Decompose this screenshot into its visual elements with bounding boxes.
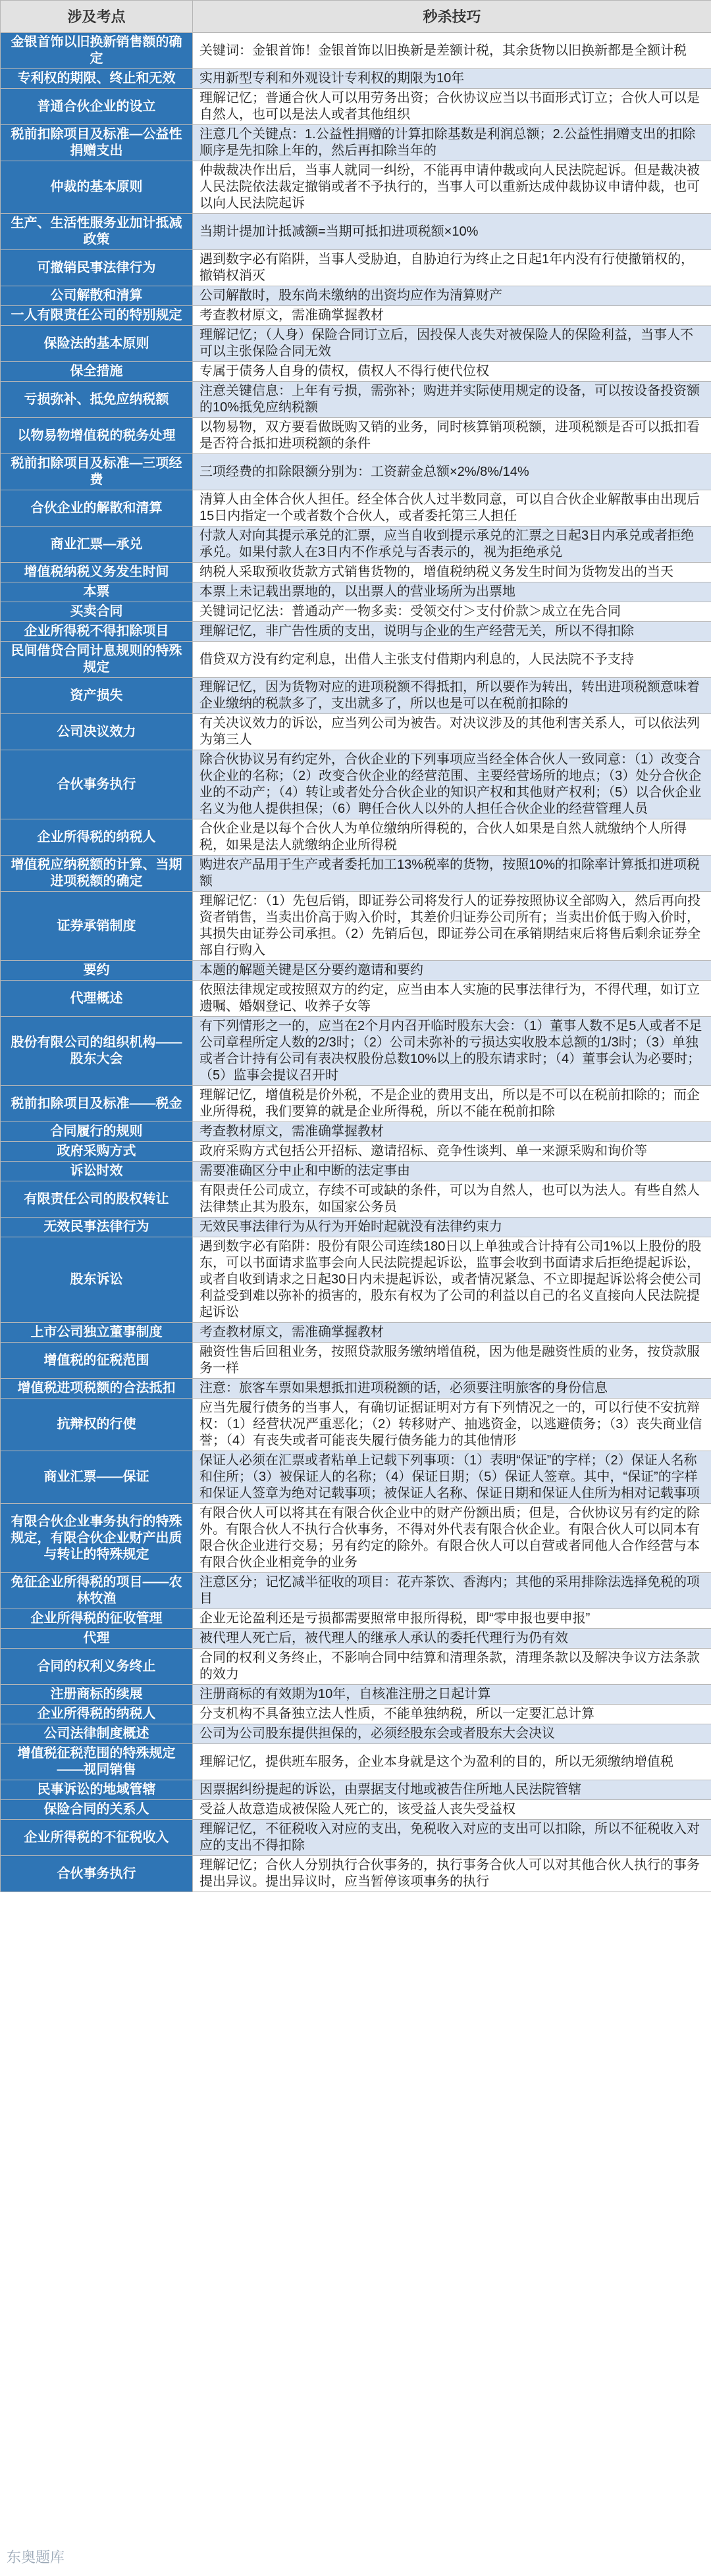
tip-cell: 注意几个关键点：1.公益性捐赠的计算扣除基数是利润总额；2.公益性捐赠支出的扣除顺序是先扣除上年的，然后再扣除当年的 (193, 125, 711, 161)
topic-cell: 增值税纳税义务发生时间 (1, 563, 193, 582)
tip-cell: 理解记忆，不征税收入对应的支出，免税收入对应的支出可以扣除，所以不征税收入对应的支出不得扣除 (193, 1820, 711, 1856)
tip-cell: 依照法律规定或按照双方的约定，应当由本人实施的民事法律行为，不得代理，如订立遗嘱、婚姻登记、收养子女等 (193, 981, 711, 1017)
table-row (1, 1685, 711, 1705)
topic-cell: 普通合伙企业的设立 (1, 89, 193, 125)
table-row (1, 1649, 711, 1685)
topic-cell: 商业汇票——保证 (1, 1451, 193, 1504)
tip-cell: 有限合伙人可以将其在有限合伙企业中的财产份额出质；但是，合伙协议另有约定的除外。有限合伙人不执行合伙事务，不得对外代表有限合伙企业。有限合伙人可以同本有限合伙企业进行交易；另有约定的除外。有限合伙人可以自营或者同他人合作经营与本有限合伙企业相竞争的业务 (193, 1504, 711, 1573)
tip-cell: 注意区分；记忆减半征收的项目：花卉茶饮、香海内；其他的采用排除法选择免税的项目 (193, 1573, 711, 1609)
tip-cell: 购进农产品用于生产或者委托加工13%税率的货物，按照10%的扣除率计算抵扣进项税额 (193, 856, 711, 892)
tip-cell: 关键词：金银首饰！金银首饰以旧换新是差额计税，其余货物以旧换新都是全额计税 (193, 33, 711, 69)
tip-cell: 应当先履行债务的当事人，有确切证据证明对方有下列情况之一的，可以行使不安抗辩权：（1）经营状况严重恶化；（2）转移财产、抽逃资金，以逃避债务；（3）丧失商业信誉；（4）有丧失或者可能丧失履行债务能力的其他情形 (193, 1399, 711, 1451)
table-row (1, 69, 711, 89)
table-row (1, 1017, 711, 1086)
table-row (1, 1218, 711, 1237)
table-row (1, 678, 711, 714)
topic-cell: 保险合同的关系人 (1, 1800, 193, 1820)
table-row (1, 1856, 711, 1892)
tip-cell: 合伙企业是以每个合伙人为单位缴纳所得税的，合伙人如果是自然人就缴纳个人所得税，如果是法人就缴纳企业所得税 (193, 819, 711, 856)
tip-cell: 考查教材原文，需准确掌握教材 (193, 1122, 711, 1142)
tip-cell: 仲裁裁决作出后，当事人就同一纠纷，不能再申请仲裁或向人民法院起诉。但是裁决被人民法院依法裁定撤销或者不予执行的，当事人可以重新达成仲裁协议申请仲裁，也可以向人民法院起诉 (193, 161, 711, 214)
topic-cell: 诉讼时效 (1, 1162, 193, 1181)
topic-cell: 上市公司独立董事制度 (1, 1323, 193, 1343)
table-row (1, 750, 711, 819)
tip-cell: 融资性售后回租业务，按照贷款服务缴纳增值税，因为他是融资性质的业务，按贷款服务一样 (193, 1343, 711, 1379)
table-row (1, 326, 711, 362)
watermark-logo: 东奥题库 (7, 2549, 65, 2565)
table-body (1, 33, 711, 1892)
topic-cell: 公司决议效力 (1, 714, 193, 750)
topic-cell: 抗辩权的行使 (1, 1399, 193, 1451)
topic-cell: 资产损失 (1, 678, 193, 714)
table-row (1, 856, 711, 892)
table-row (1, 1323, 711, 1343)
topic-cell: 买卖合同 (1, 602, 193, 622)
table-row (1, 490, 711, 527)
tip-cell: 付款人对向其提示承兑的汇票，应当自收到提示承兑的汇票之日起3日内承兑或者拒绝承兑。如果付款人在3日内不作承兑与否表示的，视为拒绝承兑 (193, 527, 711, 563)
table-row (1, 214, 711, 250)
table-row (1, 1451, 711, 1504)
table-row (1, 1142, 711, 1162)
tip-cell: 受益人故意造成被保险人死亡的，该受益人丧失受益权 (193, 1800, 711, 1820)
topic-cell: 税前扣除项目及标准—三项经费 (1, 454, 193, 490)
tip-cell: 本票上未记载出票地的，以出票人的营业场所为出票地 (193, 582, 711, 602)
table-row (1, 1379, 711, 1399)
topic-cell: 合同的权利义务终止 (1, 1649, 193, 1685)
topic-cell: 企业所得税的征收管理 (1, 1609, 193, 1629)
tip-cell: 有限责任公司成立，存续不可或缺的条件，可以为自然人，也可以为法人。有些自然人法律禁止其为股东，如国家公务员 (193, 1181, 711, 1218)
tip-cell: 当期计提加计抵减额=当期可抵扣进项税额×10% (193, 214, 711, 250)
tip-cell: 公司为公司股东提供担保的，必须经股东会或者股东大会决议 (193, 1724, 711, 1744)
topic-cell: 企业所得税的不征税收入 (1, 1820, 193, 1856)
tip-cell: 理解记忆，增值税是价外税，不是企业的费用支出，所以是不可以在税前扣除的；而企业所得税，我们要算的就是企业所得税，所以不能在税前扣除 (193, 1086, 711, 1122)
topic-cell: 增值税进项税额的合法抵扣 (1, 1379, 193, 1399)
tip-cell: 关键词记忆法：普通动产一物多卖：受领交付＞支付价款＞成立在先合同 (193, 602, 711, 622)
table-row (1, 527, 711, 563)
table-row (1, 125, 711, 161)
tip-cell: 注意关键信息：上年有亏损，需弥补；购进并实际使用规定的设备，可以按设备投资额的10%抵免应纳税额 (193, 382, 711, 418)
table-row (1, 1399, 711, 1451)
topic-cell: 保险法的基本原则 (1, 326, 193, 362)
table-row (1, 454, 711, 490)
tip-cell: 有下列情形之一的，应当在2个月内召开临时股东大会：（1）董事人数不足5人或者不足公司章程所定人数的2/3时；（2）公司未弥补的亏损达实收股本总额的1/3时；（3）单独或者合计持有公司有表决权股份总数10%以上的股东请求时；（4）董事会认为必要时；（5）监事会提议召开时 (193, 1017, 711, 1086)
table-row (1, 1820, 711, 1856)
tip-cell: 注册商标的有效期为10年，自核准注册之日起计算 (193, 1685, 711, 1705)
table-row (1, 33, 711, 69)
topic-cell: 合伙事务执行 (1, 750, 193, 819)
topic-cell: 增值税应纳税额的计算、当期进项税额的确定 (1, 856, 193, 892)
topic-cell: 民事诉讼的地域管辖 (1, 1780, 193, 1800)
table-header-row (1, 1, 711, 33)
tip-cell: 理解记忆，提供班车服务，企业本身就是这个为盈利的目的，所以无须缴纳增值税 (193, 1744, 711, 1780)
table-row (1, 892, 711, 961)
topic-cell: 无效民事法律行为 (1, 1218, 193, 1237)
topic-cell: 证券承销制度 (1, 892, 193, 961)
table-row (1, 89, 711, 125)
topic-cell: 税前扣除项目及标准——税金 (1, 1086, 193, 1122)
topic-cell: 有限合伙企业事务执行的特殊规定，有限合伙企业财产出质与转让的特殊规定 (1, 1504, 193, 1573)
tip-cell: 本题的解题关键是区分要约邀请和要约 (193, 961, 711, 981)
tip-cell: 借贷双方没有约定利息，出借人主张支付借期内利息的，人民法院不予支持 (193, 642, 711, 678)
table-row (1, 714, 711, 750)
tip-cell: 纳税人采取预收货款方式销售货物的，增值税纳税义务发生时间为货物发出的当天 (193, 563, 711, 582)
table-row (1, 418, 711, 454)
topic-cell: 股东诉讼 (1, 1237, 193, 1323)
tip-cell: 以物易物，双方要看做既购又销的业务，同时核算销项税额，进项税额是否可以抵扣看是否符合抵扣进项税额的条件 (193, 418, 711, 454)
tip-cell: 考查教材原文，需准确掌握教材 (193, 1323, 711, 1343)
table-row (1, 161, 711, 214)
tip-cell: 有关决议效力的诉讼，应当列公司为被告。对决议涉及的其他利害关系人，可以依法列为第三人 (193, 714, 711, 750)
table-row (1, 1629, 711, 1649)
table-row (1, 642, 711, 678)
tip-cell: 因票据纠纷提起的诉讼，由票据支付地或被告住所地人民法院管辖 (193, 1780, 711, 1800)
tip-cell: 遇到数字必有陷阱，当事人受胁迫，自胁迫行为终止之日起1年内没有行使撤销权的，撤销权消灭 (193, 250, 711, 286)
tip-cell: 注意：旅客车票如果想抵扣进项税额的话，必须要注明旅客的身份信息 (193, 1379, 711, 1399)
topic-cell: 保全措施 (1, 362, 193, 382)
topic-cell: 有限责任公司的股权转让 (1, 1181, 193, 1218)
tip-cell: 遇到数字必有陷阱：股份有限公司连续180日以上单独或合计持有公司1%以上股份的股东，可以书面请求监事会向人民法院提起诉讼，监事会收到书面请求后拒绝提起诉讼，或者自收到请求之日起30日内未提起诉讼，或者情况紧急、不立即提起诉讼将会使公司利益受到难以弥补的损害的，股东有权为了公司的利益以自己的名义直接向人民法院提起诉讼 (193, 1237, 711, 1323)
topic-cell: 商业汇票—承兑 (1, 527, 193, 563)
topic-cell: 生产、生活性服务业加计抵减政策 (1, 214, 193, 250)
topic-cell: 增值税的征税范围 (1, 1343, 193, 1379)
tip-cell: 考查教材原文，需准确掌握教材 (193, 306, 711, 326)
topic-cell: 合伙企业的解散和清算 (1, 490, 193, 527)
topic-cell: 企业所得税的纳税人 (1, 819, 193, 856)
topic-cell: 合同履行的规则 (1, 1122, 193, 1142)
table-row (1, 819, 711, 856)
table-row (1, 1573, 711, 1609)
tip-cell: 理解记忆；合伙人分别执行合伙事务的，执行事务合伙人可以对其他合伙人执行的事务提出异议。提出异议时，应当暂停该项事务的执行 (193, 1856, 711, 1892)
topic-cell: 一人有限责任公司的特别规定 (1, 306, 193, 326)
table-row (1, 961, 711, 981)
topic-cell: 亏损弥补、抵免应纳税额 (1, 382, 193, 418)
topic-cell: 合伙事务执行 (1, 1856, 193, 1892)
tip-cell: 实用新型专利和外观设计专利权的期限为10年 (193, 69, 711, 89)
topic-cell: 仲裁的基本原则 (1, 161, 193, 214)
table-row (1, 1162, 711, 1181)
tip-cell: 保证人必须在汇票或者粘单上记载下列事项：（1）表明“保证”的字样；（2）保证人名称和住所；（3）被保证人的名称；（4）保证日期；（5）保证人签章。其中，“保证”的字样和保证人签章为绝对记载事项；被保证人名称、保证日期和保证人住所为相对记载事项 (193, 1451, 711, 1504)
topic-cell: 可撤销民事法律行为 (1, 250, 193, 286)
header-topic: 涉及考点 (1, 1, 193, 33)
table-row (1, 622, 711, 642)
topic-cell: 专利权的期限、终止和无效 (1, 69, 193, 89)
tip-cell: 被代理人死亡后，被代理人的继承人承认的委托代理行为仍有效 (193, 1629, 711, 1649)
tip-cell: 政府采购方式包括公开招标、邀请招标、竞争性谈判、单一来源采购和询价等 (193, 1142, 711, 1162)
table-row (1, 1504, 711, 1573)
topic-cell: 企业所得税的纳税人 (1, 1705, 193, 1724)
tip-cell: 企业无论盈利还是亏损都需要照常申报所得税，即“零申报也要申报” (193, 1609, 711, 1629)
tip-cell: 公司解散时，股东尚未缴纳的出资均应作为清算财产 (193, 286, 711, 306)
topic-cell: 公司解散和清算 (1, 286, 193, 306)
topic-cell: 增值税征税范围的特殊规定——视同销售 (1, 1744, 193, 1780)
table-row (1, 1705, 711, 1724)
table-row (1, 382, 711, 418)
topic-cell: 税前扣除项目及标准—公益性捐赠支出 (1, 125, 193, 161)
table-row (1, 1122, 711, 1142)
tip-cell: 分支机构不具备独立法人性质，不能单独纳税，所以一定要汇总计算 (193, 1705, 711, 1724)
topic-cell: 公司法律制度概述 (1, 1724, 193, 1744)
topic-cell: 本票 (1, 582, 193, 602)
tip-cell: 除合伙协议另有约定外，合伙企业的下列事项应当经全体合伙人一致同意：（1）改变合伙企业的名称；（2）改变合伙企业的经营范围、主要经营场所的地点；（3）处分合伙企业的不动产；（4）转让或者处分合伙企业的知识产权和其他财产权利；（5）以合伙企业名义为他人提供担保；（6）聘任合伙人以外的人担任合伙企业的经营管理人员 (193, 750, 711, 819)
tip-cell: 专属于债务人自身的债权，债权人不得行使代位权 (193, 362, 711, 382)
topic-cell: 政府采购方式 (1, 1142, 193, 1162)
topic-cell: 代理 (1, 1629, 193, 1649)
header-tips: 秒杀技巧 (193, 1, 711, 33)
topic-cell: 以物易物增值税的税务处理 (1, 418, 193, 454)
table-row (1, 250, 711, 286)
tip-cell: 理解记忆，因为货物对应的进项税额不得抵扣，所以要作为转出，转出进项税额意味着企业缴纳的税款多了，支出就多了，所以也是可以在税前扣除的 (193, 678, 711, 714)
tip-cell: 理解记忆；普通合伙人可以用劳务出资；合伙协议应当以书面形式订立；合伙人可以是自然人，也可以是法人或者其他组织 (193, 89, 711, 125)
table-row (1, 1343, 711, 1379)
topic-cell: 股份有限公司的组织机构——股东大会 (1, 1017, 193, 1086)
tip-cell: 三项经费的扣除限额分别为：工资薪金总额×2%/8%/14% (193, 454, 711, 490)
table-row (1, 981, 711, 1017)
tip-cell: 清算人由全体合伙人担任。经全体合伙人过半数同意，可以自合伙企业解散事由出现后15日内指定一个或者数个合伙人，或者委托第三人担任 (193, 490, 711, 527)
tip-cell: 理解记忆，非广告性质的支出，说明与企业的生产经营无关，所以不得扣除 (193, 622, 711, 642)
table-row (1, 306, 711, 326)
table-row (1, 582, 711, 602)
tip-cell: 理解记忆；（人身）保险合同订立后，因投保人丧失对被保险人的保险利益，当事人不可以主张保险合同无效 (193, 326, 711, 362)
topic-cell: 免征企业所得税的项目——农林牧渔 (1, 1573, 193, 1609)
table-row (1, 1744, 711, 1780)
table-row (1, 1724, 711, 1744)
topic-cell: 注册商标的续展 (1, 1685, 193, 1705)
table-row (1, 1181, 711, 1218)
table-row (1, 1609, 711, 1629)
table-row (1, 563, 711, 582)
table-row (1, 1086, 711, 1122)
table-row (1, 1780, 711, 1800)
topic-cell: 金银首饰以旧换新销售额的确定 (1, 33, 193, 69)
tip-cell: 需要准确区分中止和中断的法定事由 (193, 1162, 711, 1181)
tip-cell: 无效民事法律行为从行为开始时起就没有法律约束力 (193, 1218, 711, 1237)
topic-cell: 企业所得税不得扣除项目 (1, 622, 193, 642)
table-row (1, 1800, 711, 1820)
tip-cell: 理解记忆：（1）先包后销，即证券公司将发行人的证券按照协议全部购入，然后再向投资者销售，当卖出价高于购入价时，其差价归证券公司所有；当卖出价低于购入价时，其损失由证券公司承担。（2）先销后包，即证券公司在承销期结束后将售后剩余证券全部自行购入 (193, 892, 711, 961)
topic-cell: 要约 (1, 961, 193, 981)
topic-cell: 民间借贷合同计息规则的特殊规定 (1, 642, 193, 678)
table-row (1, 1237, 711, 1323)
topic-cell: 代理概述 (1, 981, 193, 1017)
tip-cell: 合同的权利义务终止，不影响合同中结算和清理条款，清理条款以及解决争议方法条款的效力 (193, 1649, 711, 1685)
table-row (1, 602, 711, 622)
table-row (1, 362, 711, 382)
table-row (1, 286, 711, 306)
